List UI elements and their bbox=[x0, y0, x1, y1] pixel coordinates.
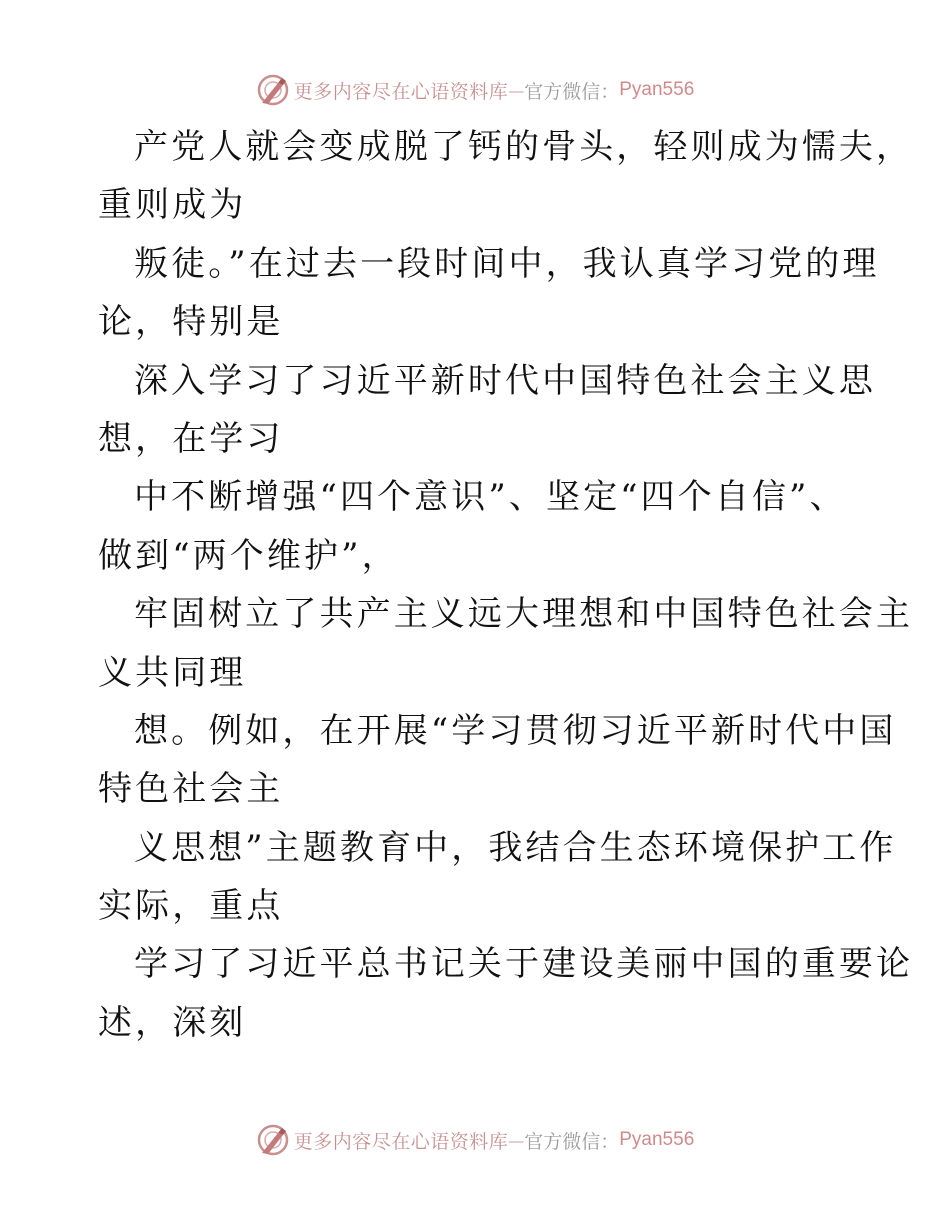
text-line: 述，深刻 bbox=[98, 1002, 247, 1043]
watermark-label: 官方微信： bbox=[524, 80, 620, 103]
text-line: 中不断增强“四个意识”、坚定“四个自信”、 bbox=[134, 477, 847, 518]
header-watermark bbox=[0, 70, 950, 110]
watermark-id: Pyan556 bbox=[619, 79, 695, 100]
text-line: 牢固树立了共产主义远大理想和中国特色社会主 bbox=[134, 594, 914, 635]
text-line: 特色社会主 bbox=[98, 769, 284, 810]
watermark-label: 官方微信： bbox=[524, 1130, 620, 1153]
text-line: 重则成为 bbox=[98, 185, 247, 226]
text-line: 想。例如，在开展“学习贯彻习近平新时代中国 bbox=[134, 710, 897, 751]
pen-logo-icon bbox=[256, 1123, 290, 1157]
text-line: 学习了习近平总书记关于建设美丽中国的重要论 bbox=[134, 944, 914, 985]
text-line: 义思想”主题教育中，我结合生态环境保护工作 bbox=[134, 827, 897, 868]
text-line: 叛徒。”在过去一段时间中，我认真学习党的理 bbox=[134, 243, 880, 284]
text-line: 义共同理 bbox=[98, 652, 247, 693]
watermark-id: Pyan556 bbox=[619, 1129, 695, 1150]
text-line: 产党人就会变成脱了钙的骨头，轻则成为懦夫， bbox=[134, 127, 914, 167]
watermark-text: 更多内容尽在心语资料库 bbox=[293, 80, 509, 103]
pen-logo-icon bbox=[256, 73, 290, 107]
text-line: 做到“两个维护”， bbox=[98, 535, 399, 576]
watermark-text: 更多内容尽在心语资料库 bbox=[293, 1130, 509, 1153]
document-body bbox=[98, 118, 914, 1052]
text-line: 深入学习了习近平新时代中国特色社会主义思 bbox=[134, 360, 876, 401]
text-line: 论，特别是 bbox=[98, 302, 284, 343]
text-line: 想，在学习 bbox=[98, 418, 284, 459]
watermark-separator: — bbox=[508, 1130, 525, 1150]
text-line: 实际，重点 bbox=[98, 886, 284, 927]
footer-watermark bbox=[0, 1120, 950, 1160]
watermark-separator: — bbox=[508, 80, 525, 100]
